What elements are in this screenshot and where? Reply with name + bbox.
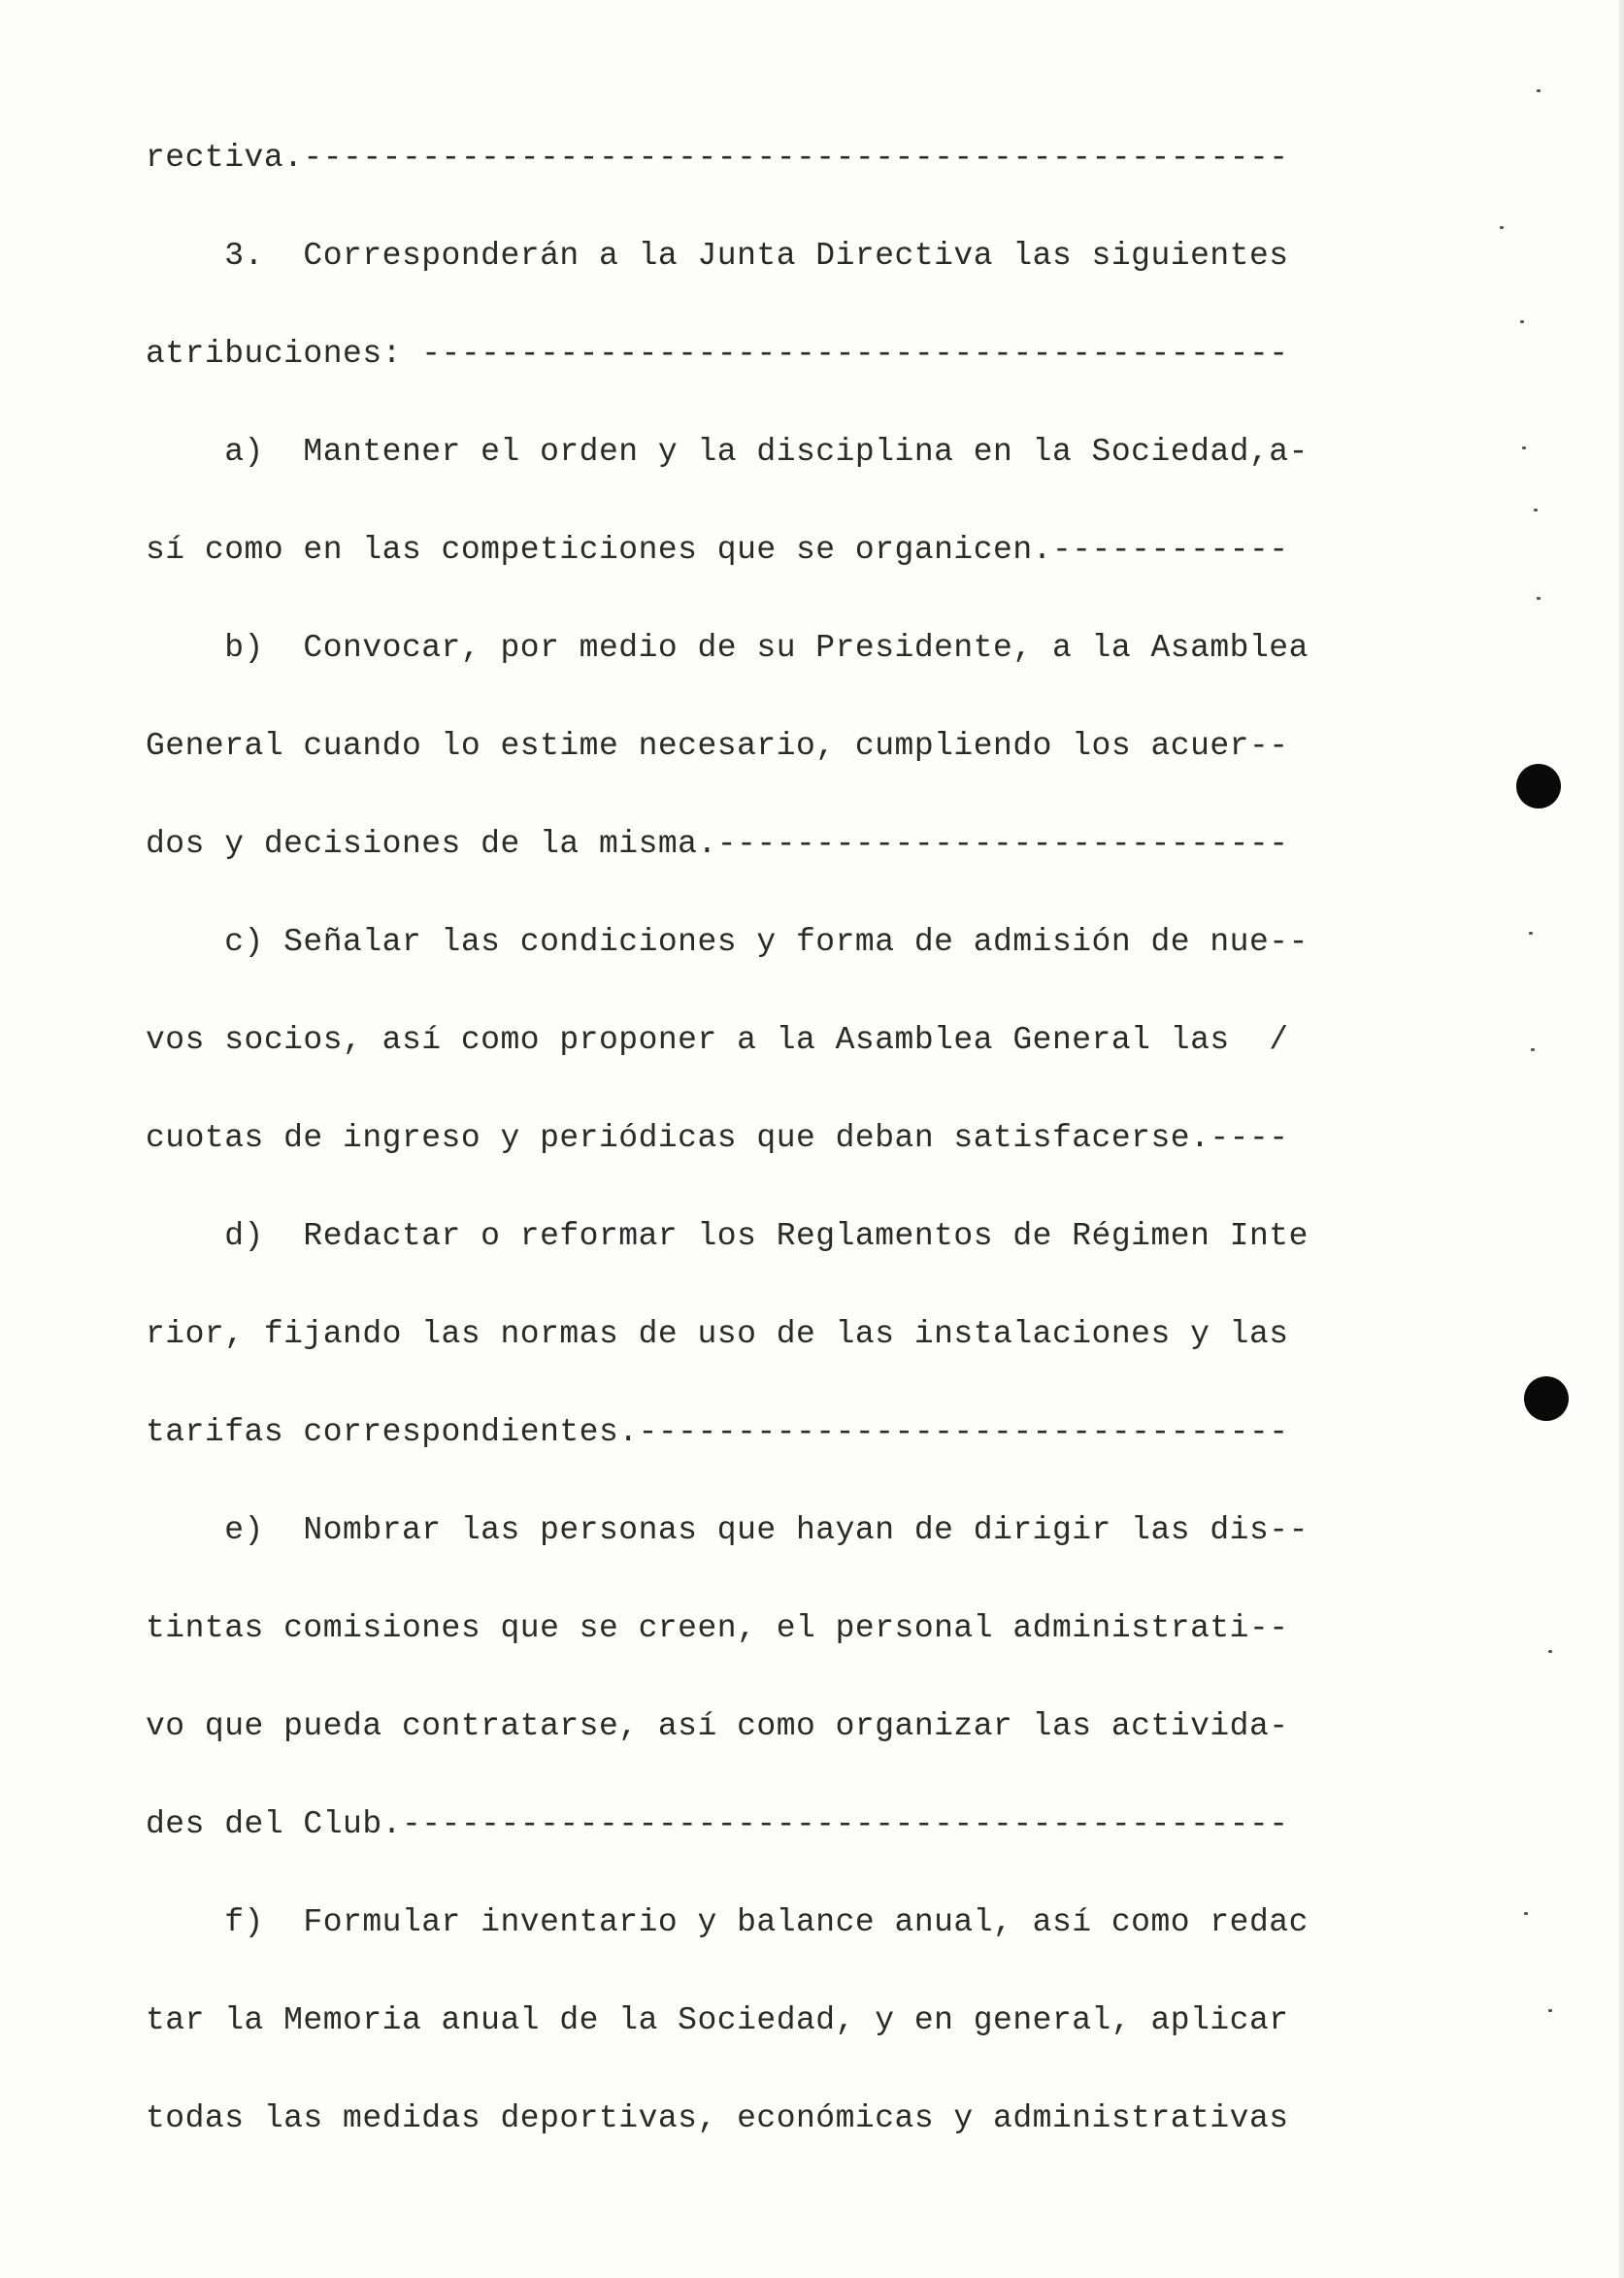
text-line-8: dos y decisiones de la misma.----------------------------- bbox=[146, 826, 1289, 862]
page-edge-shadow bbox=[1618, 0, 1624, 2278]
paper-speck bbox=[1520, 320, 1524, 323]
text-line-6: b) Convocar, por medio de su Presidente, a la Asamblea bbox=[146, 630, 1309, 666]
text-line-3: atribuciones: -------------------------------------------- bbox=[146, 336, 1289, 372]
text-line-11: cuotas de ingreso y periódicas que deban satisfacerse.---- bbox=[146, 1120, 1289, 1156]
text-line-15: e) Nombrar las personas que hayan de dirigir las dis-- bbox=[146, 1512, 1309, 1548]
punch-hole-bottom bbox=[1524, 1376, 1569, 1421]
text-line-17: vo que pueda contratarse, así como organizar las activida- bbox=[146, 1708, 1289, 1744]
text-line-18: des del Club.--------------------------------------------- bbox=[146, 1806, 1289, 1842]
text-line-21: todas las medidas deportivas, económicas y administrativas bbox=[146, 2100, 1289, 2136]
text-line-5: sí como en las competiciones que se organicen.------------ bbox=[146, 532, 1289, 568]
text-line-7: General cuando lo estime necesario, cumpliendo los acuer-- bbox=[146, 728, 1289, 764]
paper-speck bbox=[1500, 226, 1504, 229]
text-line-13: rior, fijando las normas de uso de las instalaciones y las bbox=[146, 1316, 1289, 1352]
paper-speck bbox=[1534, 509, 1538, 512]
paper-speck bbox=[1537, 597, 1541, 600]
text-line-16: tintas comisiones que se creen, el personal administrati-- bbox=[146, 1610, 1289, 1646]
paper-speck bbox=[1524, 1912, 1528, 1915]
text-line-1: rectiva.-------------------------------------------------- bbox=[146, 140, 1289, 176]
text-line-19: f) Formular inventario y balance anual, así como redac bbox=[146, 1904, 1309, 1940]
text-line-14: tarifas correspondientes.--------------------------------- bbox=[146, 1414, 1289, 1450]
text-line-10: vos socios, así como proponer a la Asamblea General las / bbox=[146, 1022, 1289, 1058]
text-line-4: a) Mantener el orden y la disciplina en la Sociedad,a- bbox=[146, 434, 1309, 470]
text-line-20: tar la Memoria anual de la Sociedad, y en general, aplicar bbox=[146, 2002, 1289, 2038]
paper-speck bbox=[1548, 2009, 1552, 2012]
paper-speck bbox=[1548, 1650, 1552, 1653]
paper-speck bbox=[1537, 89, 1541, 92]
text-line-12: d) Redactar o reformar los Reglamentos de Régimen Inte bbox=[146, 1218, 1309, 1254]
text-line-9: c) Señalar las condiciones y forma de admisión de nue-- bbox=[146, 924, 1309, 960]
paper-speck bbox=[1531, 1048, 1535, 1051]
paper-speck bbox=[1522, 446, 1526, 449]
text-line-2: 3. Corresponderán a la Junta Directiva las siguientes bbox=[146, 238, 1289, 274]
paper-speck bbox=[1529, 932, 1533, 935]
punch-hole-top bbox=[1516, 764, 1561, 809]
